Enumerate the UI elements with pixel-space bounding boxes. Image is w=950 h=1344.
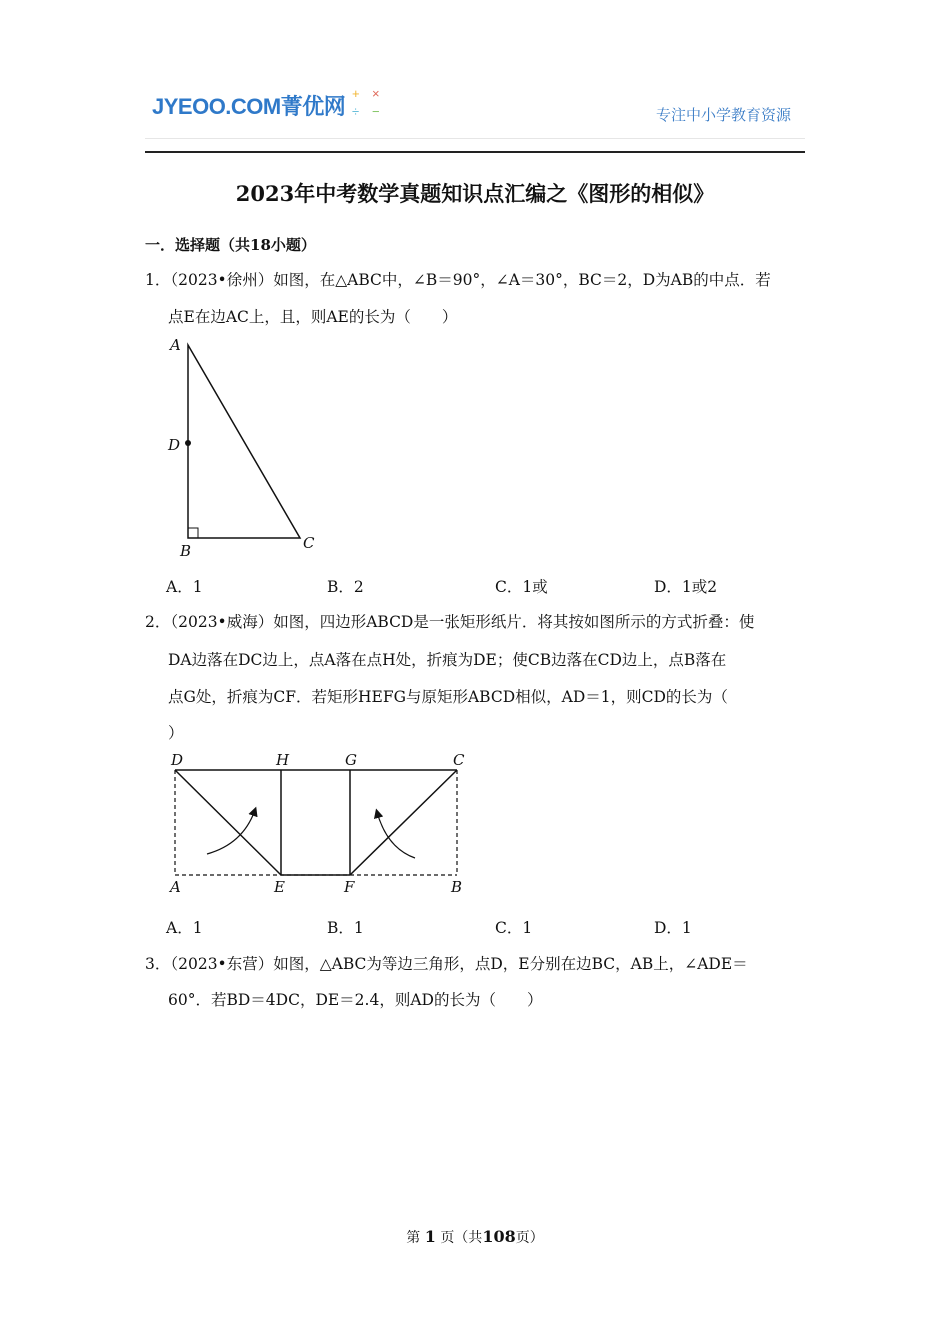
label-d: D [168, 436, 181, 454]
label-f: F [344, 878, 355, 896]
jyeoo-logo: JYEOO.COM菁优网 [152, 94, 346, 119]
question-1-figure [160, 333, 330, 563]
logo-math-ops-icon: + × ÷ − [352, 86, 380, 119]
question-2-option-d[interactable]: D．1 [654, 919, 692, 937]
label-g: G [345, 751, 357, 769]
point-d [185, 440, 191, 446]
question-1-option-a[interactable]: A．1 [166, 578, 203, 596]
crease-de [175, 770, 281, 875]
header-slogan: 专注中小学教育资源 [656, 107, 792, 124]
question-2-option-b[interactable]: B．1 [327, 919, 364, 937]
section-heading: 一．选择题（共18小题） [145, 236, 316, 254]
question-1-line-2: 点E在边AC上，且，则AE的长为（ ） [168, 308, 458, 326]
question-2-line-1: 2．（2023•威海）如图，四边形ABCD是一张矩形纸片．将其按如图所示的方式折叠：使 [145, 613, 755, 631]
label-d: D [171, 751, 184, 769]
fold-arrow-left [207, 810, 255, 854]
document-title: 2023年中考数学真题知识点汇编之《图形的相似》 [235, 181, 715, 206]
question-1-option-d[interactable]: D．1或2 [654, 578, 718, 596]
page-footer: 第 1 页（共108页） [406, 1227, 544, 1246]
fold-arrow-right [377, 812, 415, 858]
label-h: H [276, 751, 290, 769]
question-2-figure [165, 748, 475, 898]
question-3-line-1: 3．（2023•东营）如图，△ABC为等边三角形，点D，E分别在边BC，AB上，∠ADE＝ [145, 955, 748, 973]
crease-cf [350, 770, 457, 875]
question-1-option-c[interactable]: C．1或 [495, 578, 548, 596]
label-e: E [274, 878, 285, 896]
label-b: B [180, 542, 192, 560]
question-2-line-2: DA边落在DC边上，点A落在点H处，折痕为DE；使CB边落在CD边上，点B落在 [168, 651, 727, 669]
header-divider [145, 138, 805, 139]
total-pages: 108 [482, 1227, 516, 1246]
page-number: 1 [424, 1227, 436, 1246]
label-c: C [303, 534, 315, 552]
question-2-line-4: ） [168, 724, 184, 742]
question-3-line-2: 60°．若BD＝4DC，DE＝2.4，则AD的长为（ ） [168, 991, 543, 1009]
header-rule [145, 151, 805, 153]
question-2-option-c[interactable]: C．1 [495, 919, 533, 937]
question-2-line-3: 点G处，折痕为CF．若矩形HEFG与原矩形ABCD相似，AD＝1，则CD的长为（ [168, 688, 728, 706]
label-a: A [170, 336, 181, 354]
question-1-line-1: 1．（2023•徐州）如图，在△ABC中，∠B＝90°，∠A＝30°，BC＝2，D为AB的中点．若 [145, 271, 771, 289]
question-2-option-a[interactable]: A．1 [166, 919, 203, 937]
triangle-abc [188, 345, 300, 538]
label-c: C [453, 751, 465, 769]
label-a: A [170, 878, 181, 896]
question-1-option-b[interactable]: B．2 [327, 578, 364, 596]
label-b: B [451, 878, 463, 896]
right-angle-mark [188, 528, 198, 538]
